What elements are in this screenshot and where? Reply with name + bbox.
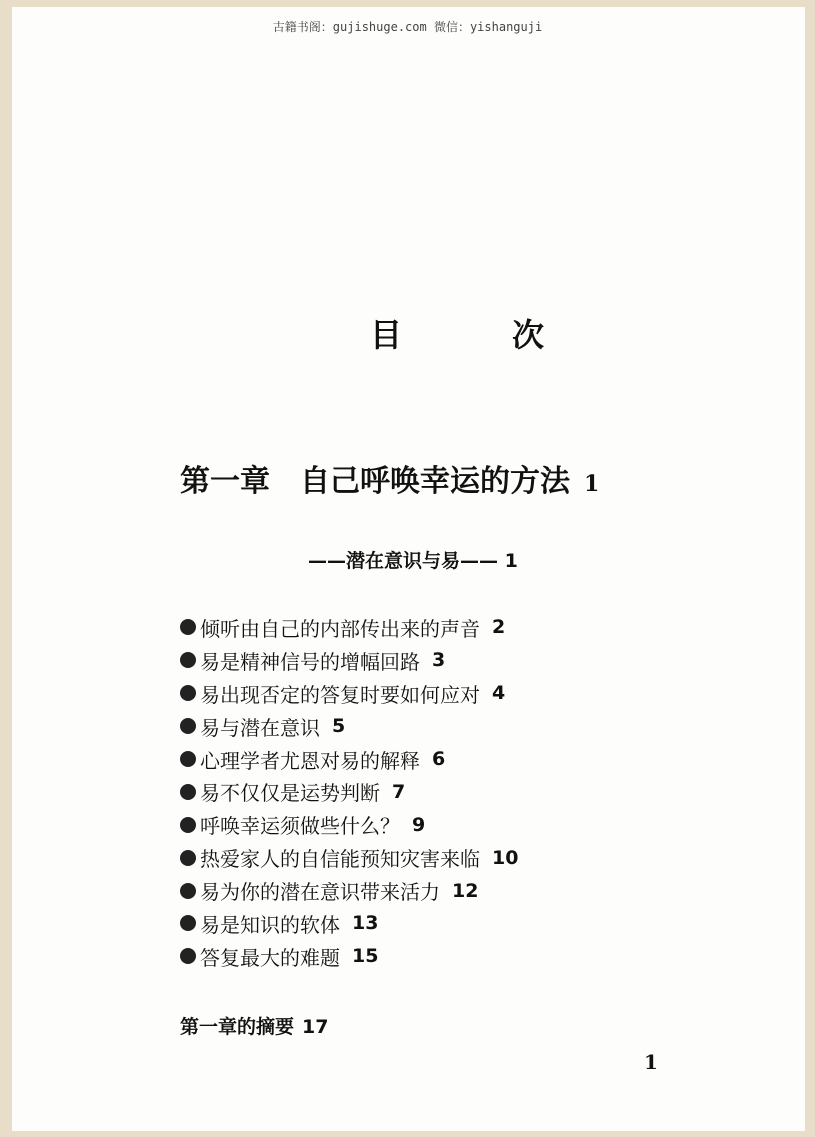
toc-entry-text: 答复最大的难题: [200, 945, 340, 970]
toc-entry-text: 心理学者尤恩对易的解释: [200, 748, 420, 773]
toc-entry-page: 5: [332, 715, 346, 738]
bullet-icon: [180, 784, 196, 800]
toc-entry: [180, 841, 518, 874]
toc-heading-char-1: 目: [370, 316, 403, 354]
toc-entry-page: 12: [452, 879, 479, 902]
toc-entry-page: 10: [492, 846, 519, 869]
chapter-page-number: 1: [584, 471, 600, 497]
toc-entry-text: 易出现否定的答复时要如何应对: [200, 682, 480, 707]
toc-entry-page: 9: [412, 813, 426, 836]
toc-entry-page: 4: [492, 682, 506, 705]
bullet-icon: [180, 817, 196, 833]
chapter-heading: [180, 456, 599, 500]
toc-heading: [370, 310, 544, 356]
toc-entry: [180, 611, 518, 644]
toc-entry: [180, 907, 518, 940]
chapter-title: 自己呼唤幸运的方法: [300, 464, 570, 499]
chapter-label: 第一章: [180, 464, 270, 499]
toc-entry: [180, 874, 518, 907]
bullet-icon: [180, 915, 196, 931]
bullet-icon: [180, 652, 196, 668]
watermark: 古籍书阁：gujishuge.com 微信：yishanguji: [272, 20, 543, 34]
bullet-icon: [180, 883, 196, 899]
chapter-subtitle: ——潜在意识与易—— 1: [308, 550, 518, 572]
toc-entry: [180, 710, 518, 743]
toc-entry: [180, 743, 518, 776]
toc-entry-text: 热爱家人的自信能预知灾害来临: [200, 847, 480, 872]
toc-entry-page: 3: [432, 649, 446, 672]
toc-heading-char-2: 次: [512, 316, 545, 354]
chapter-summary-entry: [180, 1012, 328, 1039]
summary-page: 17: [302, 1016, 329, 1038]
toc-entry-text: 呼唤幸运须做些什么？: [200, 814, 400, 839]
toc-entry-text: 易是知识的软体: [200, 912, 340, 937]
bullet-icon: [180, 685, 196, 701]
toc-entry-page: 2: [492, 616, 506, 639]
toc-entry-text: 易不仅仅是运势判断: [200, 781, 380, 806]
toc-entry: [180, 940, 518, 973]
toc-entry: [180, 677, 518, 710]
toc-entry-text: 倾听由自己的内部传出来的声音: [200, 616, 480, 641]
toc-entry-page: 7: [392, 780, 406, 803]
toc-entry-page: 6: [432, 748, 446, 770]
toc-entry-text: 易为你的潜在意识带来活力: [200, 880, 440, 905]
summary-text: 第一章的摘要: [180, 1016, 295, 1038]
toc-entry: [180, 644, 518, 677]
toc-entry: [180, 775, 518, 808]
bullet-icon: [180, 850, 196, 866]
bullet-icon: [180, 948, 196, 964]
toc-entry: [180, 808, 518, 841]
bullet-icon: [180, 751, 196, 767]
toc-entry-text: 易与潜在意识: [200, 715, 320, 740]
toc-entry-page: 13: [352, 912, 379, 935]
toc-entry-text: 易是精神信号的增幅回路: [200, 649, 420, 674]
bullet-icon: [180, 619, 196, 635]
toc-entry-list: [180, 611, 518, 973]
page-number: 1: [644, 1050, 658, 1074]
bullet-icon: [180, 718, 196, 734]
toc-entry-page: 15: [352, 945, 379, 968]
